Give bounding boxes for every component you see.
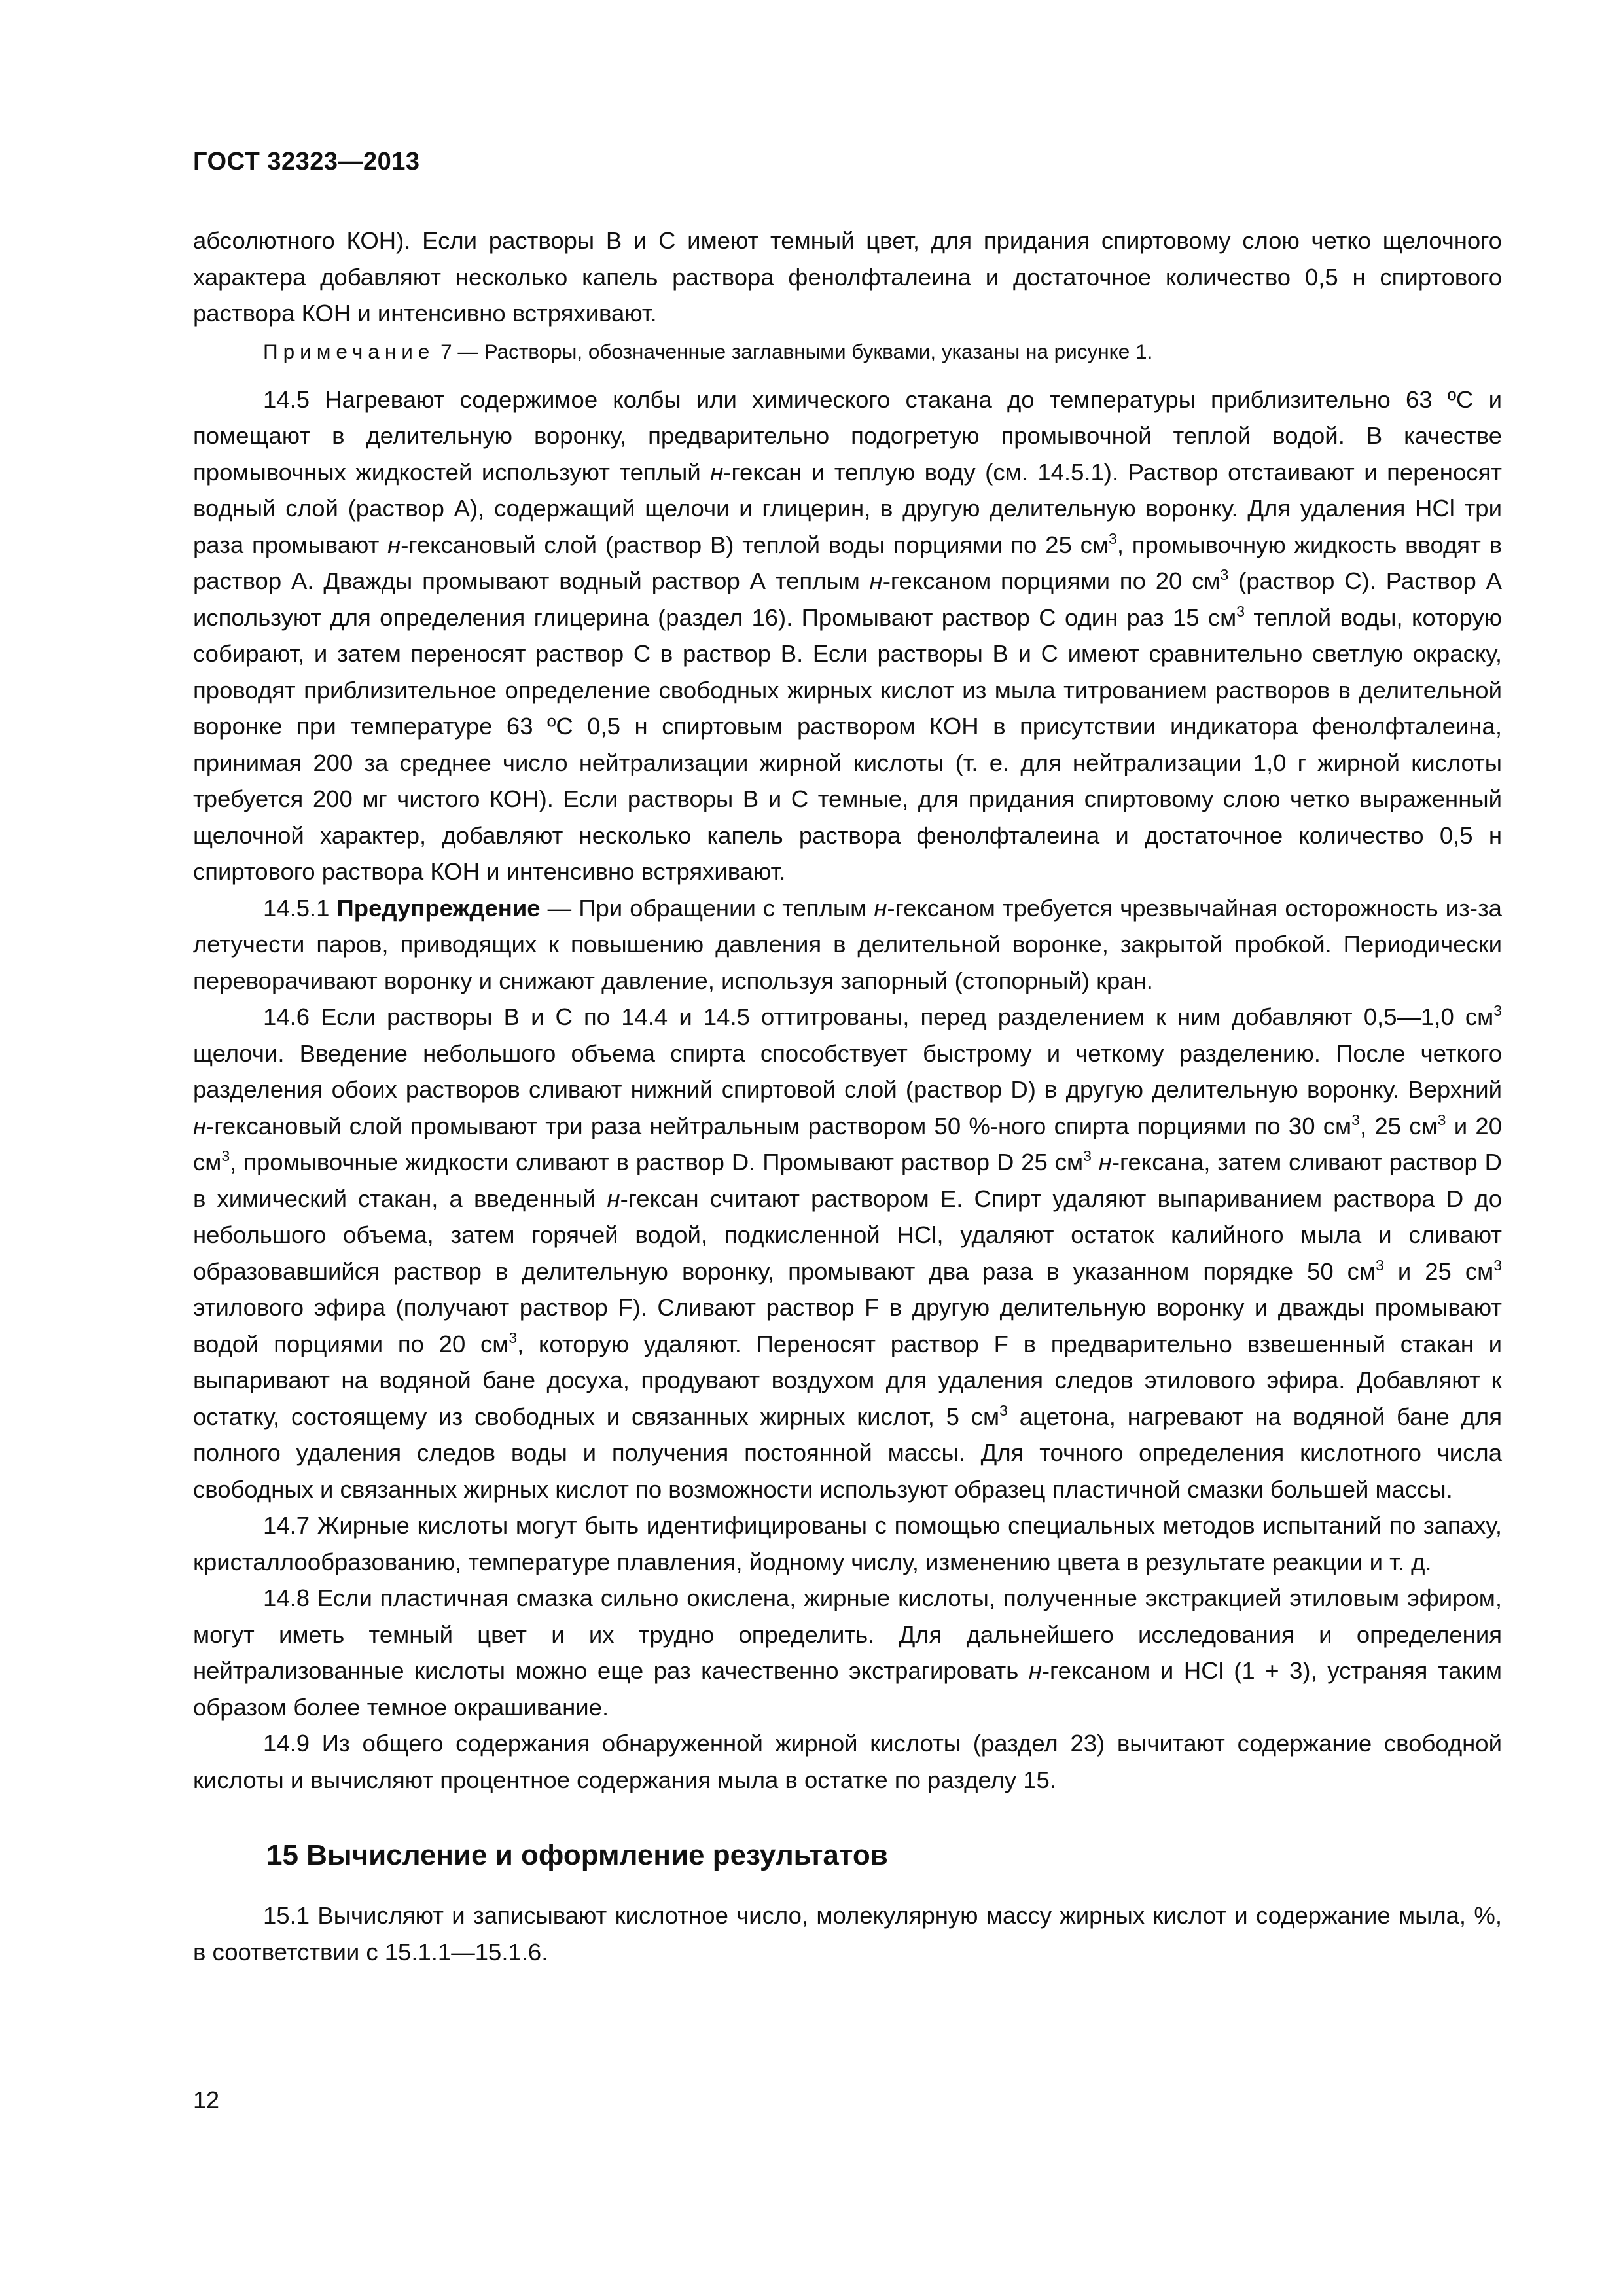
document-body (193, 223, 1502, 1970)
note-7 (193, 337, 1502, 366)
paragraph-14-7: 14.7 Жирные кислоты могут быть идентифицированы с помощью специальных методов испытаний по запаху, кристаллообразованию, температуре плавления, йодному числу, изменению цвета в результате реакции и т. д. (193, 1512, 1502, 1575)
paragraph-continuation: абсолютного КОН). Если растворы В и С имеют темный цвет, для придания спиртовому слою четко щелочного характера добавляют несколько капель раствора фенолфталеина и достаточное количество 0,5 н спиртового раствора КОН и интенсивно встряхивают. (193, 227, 1502, 327)
paragraph-14-9: 14.9 Из общего содержания обнаруженной жирной кислоты (раздел 23) вычитают содержание свободной кислоты и вычисляют процентное содержания мыла в остатке по разделу 15. (193, 1730, 1502, 1793)
standard-header: ГОСТ 32323—2013 (193, 148, 420, 175)
page-number: 12 (193, 2087, 220, 2113)
paragraph-15-1: 15.1 Вычисляют и записывают кислотное число, молекулярную массу жирных кислот и содержание мыла, %, в соответствии с 15.1.1—15.1.6. (193, 1902, 1502, 1965)
paragraph-14-8: 14.8 Если пластичная смазка сильно окислена, жирные кислоты, полученные экстракцией этиловым эфиром, могут иметь темный цвет и их трудно определить. Для дальнейшего исследования и определения нейтрализованные кислоты можно еще раз качественно экстрагировать н-гексаном и НСl (1 + 3), устраняя таким образом более темное окрашивание. (193, 1585, 1502, 1721)
warning-label: Предупреждение (336, 894, 541, 922)
paragraph-14-5-1: 14.5.1 Предупреждение — При обращении с теплым н-гексаном требуется чрезвычайная осторожность из-за летучести паров, приводящих к повышению давления в делительной воронке, закрытой пробкой. Периодически переворачивают воронку и снижают давление, используя запорный (стопорный) кран. (193, 894, 1502, 994)
note-text: 7 — Растворы, обозначенные заглавными буквами, указаны на рисунке 1. (440, 339, 1153, 363)
note-label: Примечание (263, 339, 435, 363)
section-15-heading: 15 Вычисление и оформление результатов (266, 1839, 888, 1871)
paragraph-14-6: 14.6 Если растворы В и С по 14.4 и 14.5 оттитрованы, перед разделением к ним добавляют 0,5—1,0 $см^3$ щелочи. Введение небольшого объема спирта способствует быстрому и четкому разделению. После четкого разделения обоих растворов сливают нижний спиртовой слой (раствор D) в другую делительную воронку. Верхний н-гексановый слой промывают три раза нейтральным раствором 50 %-ного спирта порциями по 30 $см^3$, 25 $см^3$ и 20 $см^3$, промывочные жидкости сливают в раствор D. Промывают раствор D 25 $см^3$ н-гексана, затем сливают раствор D в химический стакан, а введенный н-гексан считают раствором Е. Спирт удаляют выпариванием раствора D до небольшого объема, затем горячей водой, подкисленной НСl, удаляют остаток калийного мыла и сливают образовавшийся раствор в делительную воронку, промывают два раза в указанном порядке 50 $см^3$ и 25 $см^3$ этилового эфира (получают раствор F). Сливают раствор F в другую делительную воронку и дважды промывают водой порциями по 20 $см^3$, которую удаляют. Переносят раствор F в предварительно взвешенный стакан и выпаривают на водяной бане досуха, продувают воздухом для удаления следов этилового эфира. Добавляют к остатку, состоящему из свободных и связанных жирных кислот, 5 $см^3$ ацетона, нагревают на водяной бане для полного удаления следов воды и получения постоянной массы. Для точного определения кислотного числа свободных и связанных жирных кислот по возможности используют образец пластичной смазки большей массы. (193, 1002, 1503, 1503)
paragraph-14-5: 14.5 Нагревают содержимое колбы или химического стакана до температуры приблизительно 63 ºС и помещают в делительную воронку, предварительно подогретую промывочной теплой водой. В качестве промывочных жидкостей используют теплый н-гексан и теплую воду (см. 14.5.1). Раствор отстаивают и переносят водный слой (раствор А), содержащий щелочи и глицерин, в другую делительную воронку. Для удаления НСl три раза промывают н-гексановый слой (раствор В) теплой воды порциями по 25 $см^3$, промывочную жидкость вводят в раствор А. Дважды промывают водный раствор А теплым н-гексаном порциями по 20 $см^3$ (раствор С). Раствор А используют для определения глицерина (раздел 16). Промывают раствор С один раз 15 $см^3$ теплой воды, которую собирают, и затем переносят раствор С в раствор В. Если растворы В и С имеют сравнительно светлую окраску, проводят приблизительное определение свободных жирных кислот из мыла титрованием растворов в делительной воронке при температуре 63 ºС 0,5 н спиртовым раствором КОН в присутствии индикатора фенолфталеина, принимая 200 за среднее число нейтрализации жирной кислоты (т. е. для нейтрализации 1,0 г жирной кислоты требуется 200 мг чистого КОН). Если растворы В и С темные, для придания спиртовому слою четко выраженный щелочной характер, добавляют несколько капель раствора фенолфталеина и достаточное количество 0,5 н спиртового раствора КОН и интенсивно встряхивают. (193, 386, 1502, 885)
